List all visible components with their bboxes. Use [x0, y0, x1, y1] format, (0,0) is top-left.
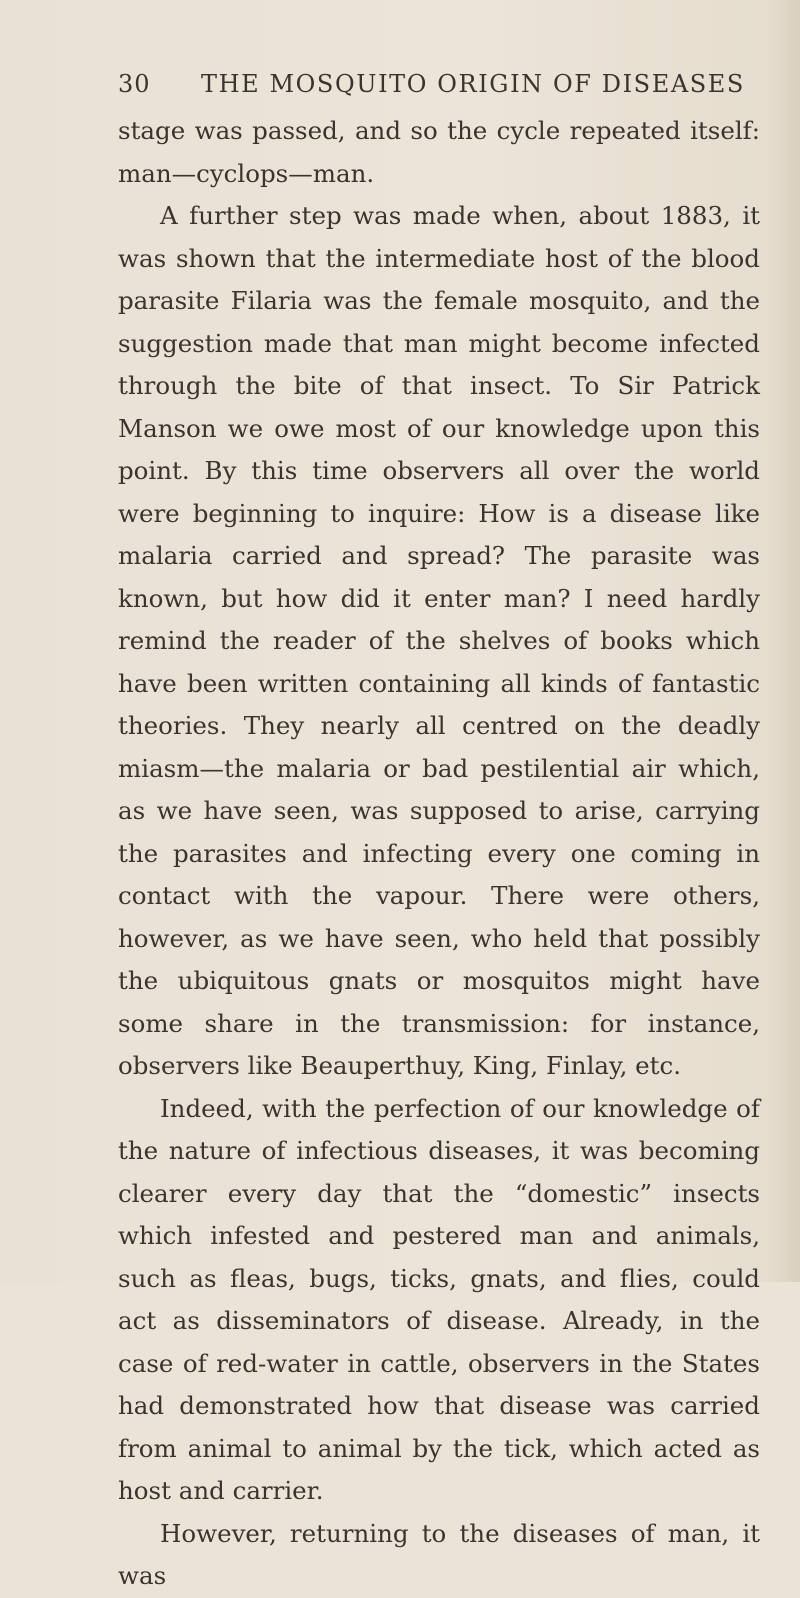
- body-text: [118, 110, 760, 1598]
- paragraph-continuation: stage was passed, and so the cycle repeated itself: man—cyclops—man.: [118, 116, 760, 188]
- paragraph-filaria: A further step was made when, about 1883, it was shown that the intermediate host of the blood parasite Filaria was the female mosquito, and the suggestion made that man might become infected through the bite of that insect. To Sir Patrick Manson we owe most of our knowledge upon this point. By this time observers all over the world were beginning to inquire: How is a disease like malaria carried and spread? The parasite was known, but how did it enter man? I need hardly remind the reader of the shelves of books which have been written containing all kinds of fantastic theories. They nearly all centred on the deadly miasm—the malaria or bad pestilential air which, as we have seen, was supposed to arise, carrying the parasites and infecting every one coming in contact with the vapour. There were others, however, as we have seen, who held that possibly the ubiquitous gnats or mosquitos might have some share in the transmission: for instance, observers like Beauperthuy, King, Finlay, etc.: [118, 201, 760, 1080]
- paragraph-however: However, returning to the diseases of man, it was: [118, 1518, 760, 1590]
- page-header: [118, 70, 745, 106]
- page-number: 30: [118, 70, 151, 98]
- paragraph-domestic-insects: Indeed, with the perfection of our knowledge of the nature of infectious diseases, it was becoming clearer every day that the “domestic” insects which infested and pestered man and animals, such as fleas, bugs, ticks, gnats, and flies, could act as disseminators of disease. Already, in the case of red-water in cattle, observers in the States had demonstrated how that disease was carried from animal to animal by the tick, which acted as host and carrier.: [118, 1093, 760, 1505]
- running-title: THE MOSQUITO ORIGIN OF DISEASES: [201, 70, 745, 98]
